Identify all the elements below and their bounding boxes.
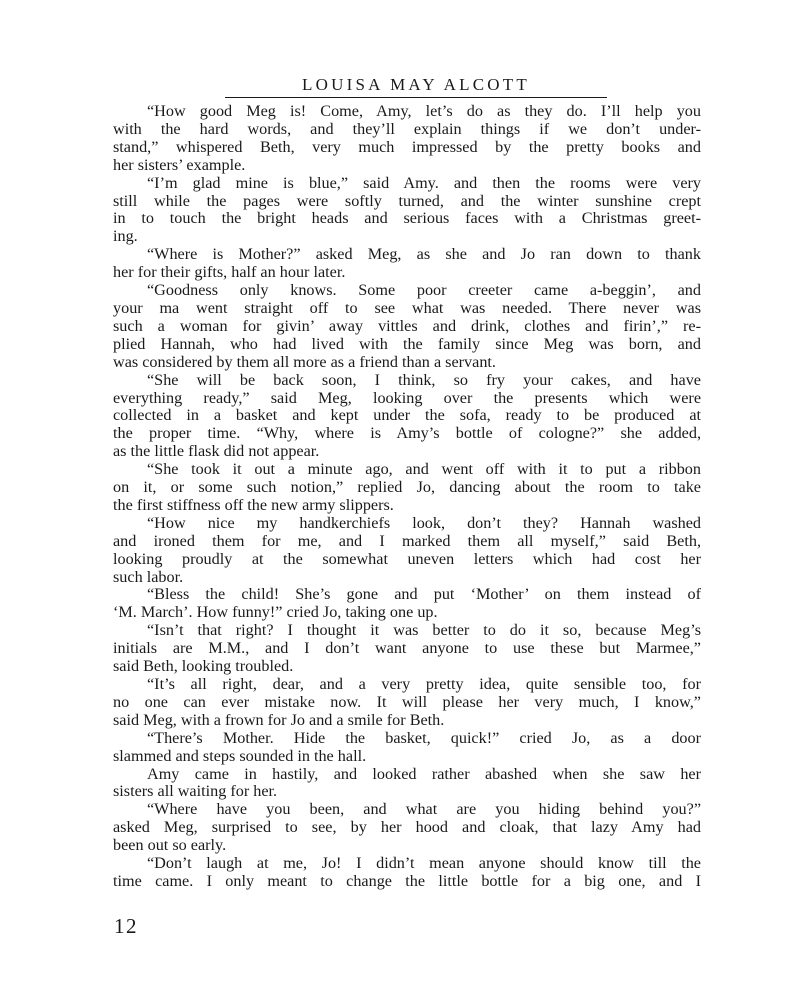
text-line: time came. I only meant to change the little bottle for a big one, and I xyxy=(113,871,701,890)
text-line: said Beth, looking troubled. xyxy=(113,657,294,676)
text-line: been out so early. xyxy=(113,836,227,855)
paragraph xyxy=(113,515,701,587)
running-head: LOUISA MAY ALCOTT xyxy=(302,75,530,94)
paragraph xyxy=(113,586,701,622)
text-line: such labor. xyxy=(113,567,184,586)
text-line: “Isn’t that right? I thought it was better to do it so, because Meg’s xyxy=(147,621,701,640)
paragraph xyxy=(113,766,701,802)
text-line: her sisters’ example. xyxy=(113,155,246,174)
text-line: “I’m glad mine is blue,” said Amy. and then the rooms were very xyxy=(147,173,701,192)
text-line: “Where have you been, and what are you hiding behind you?” xyxy=(147,800,701,819)
text-line: stand,” whispered Beth, very much impressed by the pretty books and xyxy=(113,137,701,156)
text-line: on it, or some such notion,” replied Jo, dancing about the room to take xyxy=(113,478,701,497)
text-line: ing. xyxy=(113,227,138,246)
text-line: “Don’t laugh at me, Jo! I didn’t mean anyone should know till the xyxy=(147,854,701,873)
text-line: your ma went straight off to see what was needed. There never was xyxy=(113,298,701,317)
paragraph xyxy=(113,801,701,855)
text-line: “How nice my handkerchiefs look, don’t they? Hannah washed xyxy=(147,513,701,532)
text-line: the first stiffness off the new army slippers. xyxy=(113,495,394,514)
paragraph xyxy=(113,461,701,515)
paragraph xyxy=(113,676,701,730)
paragraph xyxy=(113,282,701,372)
paragraph xyxy=(113,855,701,891)
text-line: and ironed them for me, and I marked them all myself,” said Beth, xyxy=(113,531,701,550)
page-number: 12 xyxy=(114,914,138,938)
text-line: still while the pages were softly turned, and the winter sunshine crept xyxy=(113,191,701,210)
paragraph xyxy=(113,372,701,462)
paragraph xyxy=(113,103,701,175)
paragraph xyxy=(113,730,701,766)
text-line: “There’s Mother. Hide the basket, quick!” cried Jo, as a door xyxy=(147,728,701,747)
text-line: Amy came in hastily, and looked rather abashed when she saw her xyxy=(147,764,701,783)
text-line: ‘M. March’. How funny!” cried Jo, taking one up. xyxy=(113,603,438,622)
text-line: “How good Meg is! Come, Amy, let’s do as they do. I’ll help you xyxy=(147,102,701,120)
paragraph xyxy=(113,175,701,247)
text-line: in to touch the bright heads and serious faces with a Christmas greet- xyxy=(113,209,701,228)
text-line: no one can ever mistake now. It will please her very much, I know,” xyxy=(113,692,701,711)
text-line: everything ready,” said Meg, looking over the presents which were xyxy=(113,388,701,407)
text-line: as the little flask did not appear. xyxy=(113,442,320,461)
text-line: initials are M.M., and I don’t want anyone to use these but Marmee,” xyxy=(113,639,701,658)
text-line: such a woman for givin’ away vittles and drink, clothes and firin’,” re- xyxy=(113,316,701,335)
text-line: “It’s all right, dear, and a very pretty idea, quite sensible too, for xyxy=(147,675,701,693)
text-line: plied Hannah, who had lived with the family since Meg was born, and xyxy=(113,334,701,353)
text-line: the proper time. “Why, where is Amy’s bottle of cologne?” she added, xyxy=(113,424,701,443)
text-line: looking proudly at the somewhat uneven letters which had cost her xyxy=(113,549,701,568)
text-line: said Meg, with a frown for Jo and a smile for Beth. xyxy=(113,710,445,729)
text-line: “Goodness only knows. Some poor creeter came a-beggin’, and xyxy=(147,281,701,300)
text-line: collected in a basket and kept under the sofa, ready to be produced at xyxy=(113,406,701,425)
paragraph xyxy=(113,622,701,676)
text-line: her for their gifts, half an hour later. xyxy=(113,263,346,282)
text-line: “She took it out a minute ago, and went off with it to put a ribbon xyxy=(147,460,701,479)
text-line: “Bless the child! She’s gone and put ‘Mother’ on them instead of xyxy=(147,585,701,604)
text-line: asked Meg, surprised to see, by her hood and cloak, that lazy Amy had xyxy=(113,818,701,837)
body-text xyxy=(113,103,701,891)
running-head-rule xyxy=(225,97,607,98)
text-line: “She will be back soon, I think, so fry your cakes, and have xyxy=(147,370,701,389)
text-line: was considered by them all more as a friend than a servant. xyxy=(113,352,496,371)
text-line: “Where is Mother?” asked Meg, as she and Jo ran down to thank xyxy=(147,245,701,264)
text-line: slammed and steps sounded in the hall. xyxy=(113,746,367,765)
text-line: with the hard words, and they’ll explain things if we don’t under- xyxy=(113,119,701,138)
paragraph xyxy=(113,246,701,282)
text-line: sisters all waiting for her. xyxy=(113,782,278,801)
